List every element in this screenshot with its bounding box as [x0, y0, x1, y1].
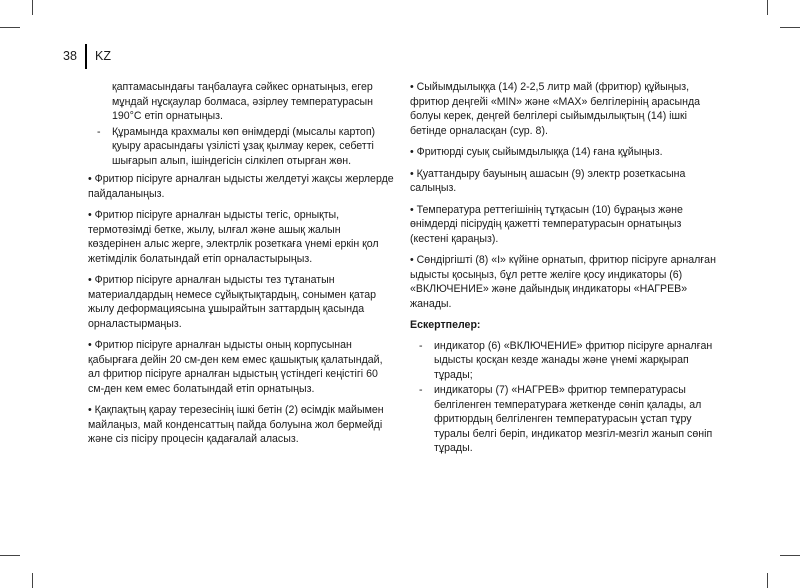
crop-mark — [780, 27, 800, 28]
paragraph: • Фритюрді суық сыйымдылыққа (14) ғана құйыңыз. — [410, 146, 663, 158]
paragraph: • Фритюр пісіруге арналған ыдысты тез тұтанатын материалдардың немесе сұйықтықтардың, сонымен қатар жылу деформациясына ұшырайтын заттардың қасында орналастырмаңыз. — [88, 274, 377, 330]
dash-item-text: Құрамында крахмалы көп өнімдерді (мысалы картоп) қуыру арасындағы үзілісті ұзақ қылмау керек, себетті шығарып алып, ішіндегісін сілкілеп отырған жөн. — [112, 125, 376, 167]
note-item — [410, 383, 722, 456]
note-text: индикаторы (7) «НАГРЕВ» фритюр температурасы белгіленген температураға жеткенде сөніп қалады, ал фритюрдың белгіленген температурасын ұстап тұру туралы белгі беріп, индикатор мезгіл-мезгіл жанып сөніп тұрады. — [434, 384, 713, 454]
paragraph: • Қуаттандыру бауының ашасын (9) электр розеткасына салыңыз. — [410, 167, 686, 194]
crop-mark — [780, 555, 800, 556]
paragraph: • Фритюр пісіруге арналған ыдысты желдетуі жақсы жерлерде пайдаланыңыз. — [88, 173, 394, 200]
dash-item — [88, 125, 396, 169]
crop-mark — [767, 573, 768, 588]
note-text: индикатор (6) «ВКЛЮЧЕНИЕ» фритюр пісіруге арналған ыдысты қосқан кезде жанады және үнемі жарқырап тұрады; — [434, 339, 713, 381]
paragraph: • Қақпақтың қарау терезесінің ішкі бетін (2) өсімдік майымен майлаңыз, май конденсаттың пайда болуына жол бермейді және сіз пісіру процесін қадағалай аласыз. — [88, 404, 384, 445]
notes-heading: Ескертпелер: — [410, 319, 481, 331]
crop-mark — [32, 573, 33, 588]
left-column — [88, 80, 396, 454]
crop-mark — [0, 27, 20, 28]
crop-mark — [0, 555, 20, 556]
paragraph: • Фритюр пісіруге арналған ыдысты тегіс, орнықты, термотөзімді бетке, жылу, ылғал және ашық жалын көздерінен алыс жерге, электрлік розеткаға үнемі еркін қол жетімділік болатындай етіп орналастырыңыз. — [88, 209, 379, 265]
paragraph: • Температура реттегішінің тұтқасын (10) бұраңыз және өнімдерді пісірудің қажетті температурасын орнатыңыз (кестені қараңыз). — [410, 203, 683, 245]
right-column — [410, 80, 722, 457]
page-number: 38 — [63, 49, 77, 63]
continued-text: қаптамасындағы таңбалауға сәйкес орнатыңыз, егер мұндай нұсқаулар болмаса, әзірлеу температурасын 190°C етіп орнатыңыз. — [112, 81, 373, 122]
paragraph: • Сыйымдылыққа (14) 2-2,5 литр май (фритюр) құйыңыз, фритюр деңгейі «MIN» және «MAX» белгілерінің арасында болуы керек, деңгей белгілері сыйымдылықтың (14) ішкі бетінде орналасқан (сур. 8). — [410, 81, 701, 137]
dash-marker: - — [419, 339, 423, 352]
paragraph: • Сөндіргішті (8) «I» күйіне орнатып, фритюр пісіруге арналған ыдысты қосыңыз, бұл ретте желіге қосу индикаторы (6) «ВКЛЮЧЕНИЕ» және дайындық индикаторы «НАГРЕВ» жанады. — [410, 254, 716, 310]
crop-mark — [767, 0, 768, 15]
crop-mark — [32, 0, 33, 15]
language-code: KZ — [95, 49, 111, 63]
header-divider — [85, 44, 87, 69]
dash-marker: - — [97, 125, 101, 138]
note-item — [410, 339, 722, 383]
dash-marker: - — [419, 384, 423, 396]
paragraph: • Фритюр пісіруге арналған ыдысты оның корпусынан қабырғаға дейін 20 см-ден кем емес қашықтық қалатындай, ал фритюр пісіруге арналған ыдыстың үстіндегі кеңістігі 60 см-ден кем емес болатындай етіп орнатыңыз. — [88, 339, 383, 395]
